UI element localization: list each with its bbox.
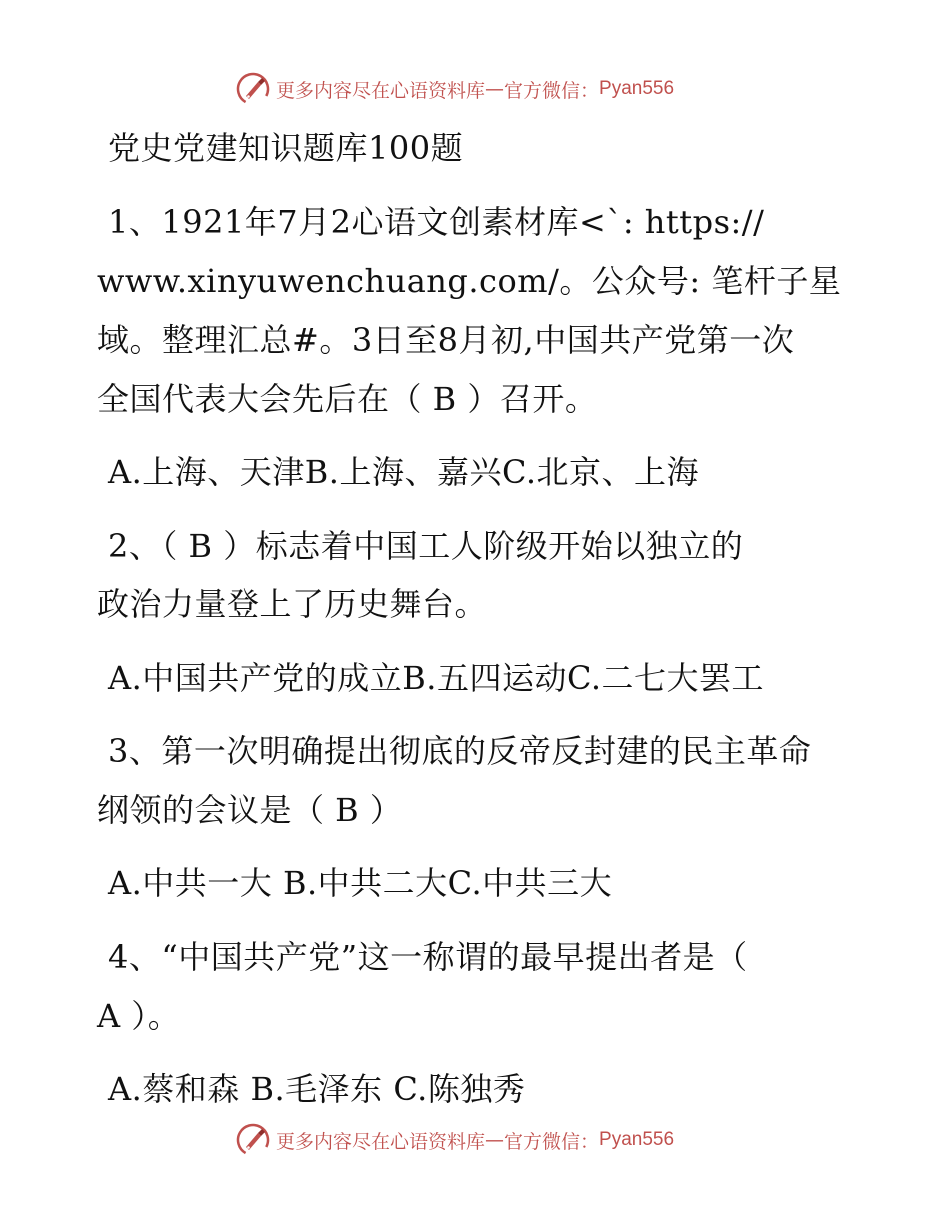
banner-wechat-id: Pyan556 xyxy=(599,78,675,99)
question-4-line-2: A ）。 xyxy=(97,997,181,1035)
question-1-line-1: 1、1921年7月2心语文创素材库<`: https:// xyxy=(108,203,765,241)
document-title: 党史党建知识题库100题 xyxy=(108,129,464,167)
banner-wechat-id: Pyan556 xyxy=(599,1129,675,1150)
banner-dash: — xyxy=(485,1129,505,1151)
fountain-pen-logo-icon xyxy=(236,1123,270,1157)
question-2-line-2: 政治力量登上了历史舞台。 xyxy=(97,585,488,623)
banner-wechat-label: 官方微信： xyxy=(504,79,600,102)
banner-main-text: 更多内容尽在心语资料库 xyxy=(276,1130,486,1153)
question-2-line-1: 2、（ B ）标志着中国工人阶级开始以独立的 xyxy=(108,527,744,565)
question-1-line-3: 域。整理汇总#。3日至8月初,中国共产党第一次 xyxy=(97,321,795,359)
question-1-options: A.上海、天津B.上海、嘉兴C.北京、上海 xyxy=(108,453,699,491)
question-3-line-2: 纲领的会议是（ B ） xyxy=(97,791,403,829)
question-4-line-1: 4、“中国共产党”这一称谓的最早提出者是（ xyxy=(108,938,748,976)
banner-wechat-label: 官方微信： xyxy=(504,1130,600,1153)
question-3-line-1: 3、第一次明确提出彻底的反帝反封建的民主革命 xyxy=(108,732,812,770)
banner-main-text: 更多内容尽在心语资料库 xyxy=(276,79,486,102)
question-1-line-2: www.xinyuwenchuang.com/。公众号: 笔杆子星 xyxy=(97,262,842,300)
question-3-options: A.中共一大 B.中共二大C.中共三大 xyxy=(108,864,613,902)
footer-banner xyxy=(236,1123,674,1157)
question-4-options: A.蔡和森 B.毛泽东 C.陈独秀 xyxy=(108,1070,526,1108)
question-1-line-4: 全国代表大会先后在（ B ）召开。 xyxy=(97,380,598,418)
question-2-options: A.中国共产党的成立B.五四运动C.二七大罢工 xyxy=(108,659,764,697)
banner-dash: — xyxy=(485,78,505,100)
